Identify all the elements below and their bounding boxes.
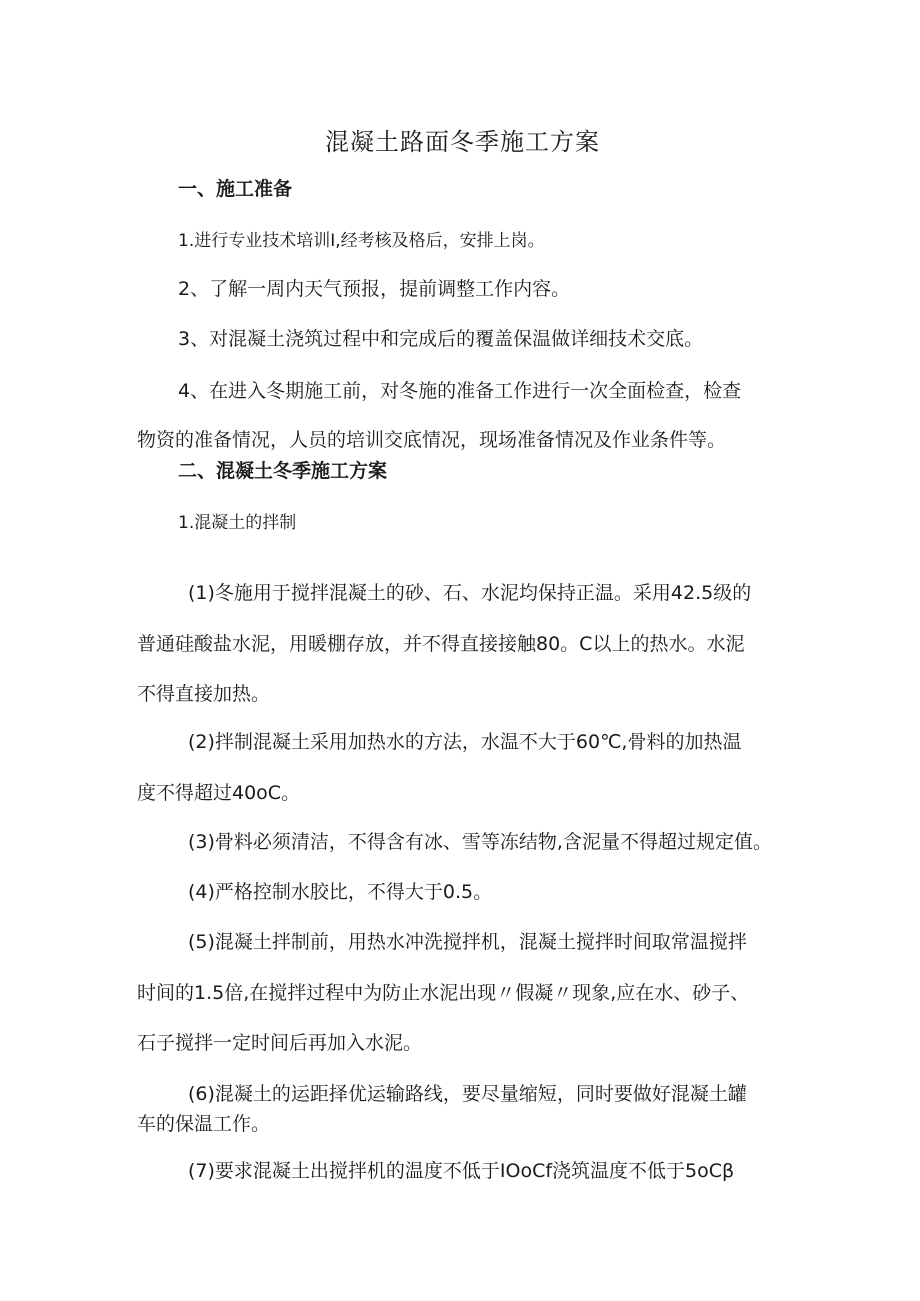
para2-line1: (2)拌制混凝土采用加热水的方法，水温不大于60℃,骨料的加热温 [188, 731, 742, 753]
para6-line2: 车的保温工作。 [137, 1113, 271, 1135]
para4: (4)严格控制水胶比，不得大于0.5。 [188, 881, 493, 903]
para5-line2: 时间的1.5倍,在搅拌过程中为防止水泥出现〃假凝〃现象,应在水、砂子、 [137, 982, 750, 1004]
para5-line1: (5)混凝土拌制前，用热水冲洗搅拌机，混凝土搅拌时间取常温搅拌 [188, 931, 747, 953]
section1-heading: 一、施工准备 [178, 178, 293, 200]
document-title: 混凝土路面冬季施工方案 [325, 128, 600, 156]
para1-line1: (1)冬施用于搅拌混凝土的砂、石、水泥均保持正温。采用42.5级的 [188, 582, 752, 604]
section1-item2: 2、了解一周内天气预报，提前调整工作内容。 [178, 278, 571, 300]
section1-item4-line2: 物资的准备情况，人员的培训交底情况，现场准备情况及作业条件等。 [137, 429, 727, 451]
section1-item3: 3、对混凝土浇筑过程中和完成后的覆盖保温做详细技术交底。 [178, 328, 704, 350]
para1-line3: 不得直接加热。 [137, 683, 271, 705]
section2-heading: 二、混凝土冬季施工方案 [178, 460, 388, 482]
para6-line1: (6)混凝土的运距择优运输路线，要尽量缩短，同时要做好混凝土罐 [188, 1083, 747, 1105]
para1-line2: 普通硅酸盐水泥，用暖棚存放，并不得直接接触80。C以上的热水。水泥 [137, 633, 745, 655]
section1-item1: 1.进行专业技术培训Ⅰ,经考核及格后，安排上岗。 [178, 231, 545, 251]
para2-line2: 度不得超过40oC。 [137, 782, 301, 804]
para3: (3)骨料必须清洁，不得含有冰、雪等冻结物,含泥量不得超过规定值。 [188, 831, 772, 853]
section2-subheading: 1.混凝土的拌制 [178, 513, 297, 533]
para7: (7)要求混凝土出搅拌机的温度不低于IOoCf浇筑温度不低于5oCβ [188, 1160, 735, 1182]
section1-item4-line1: 4、在进入冬期施工前，对冬施的准备工作进行一次全面检查，检查 [178, 380, 742, 402]
para5-line3: 石子搅拌一定时间后再加入水泥。 [137, 1032, 423, 1054]
